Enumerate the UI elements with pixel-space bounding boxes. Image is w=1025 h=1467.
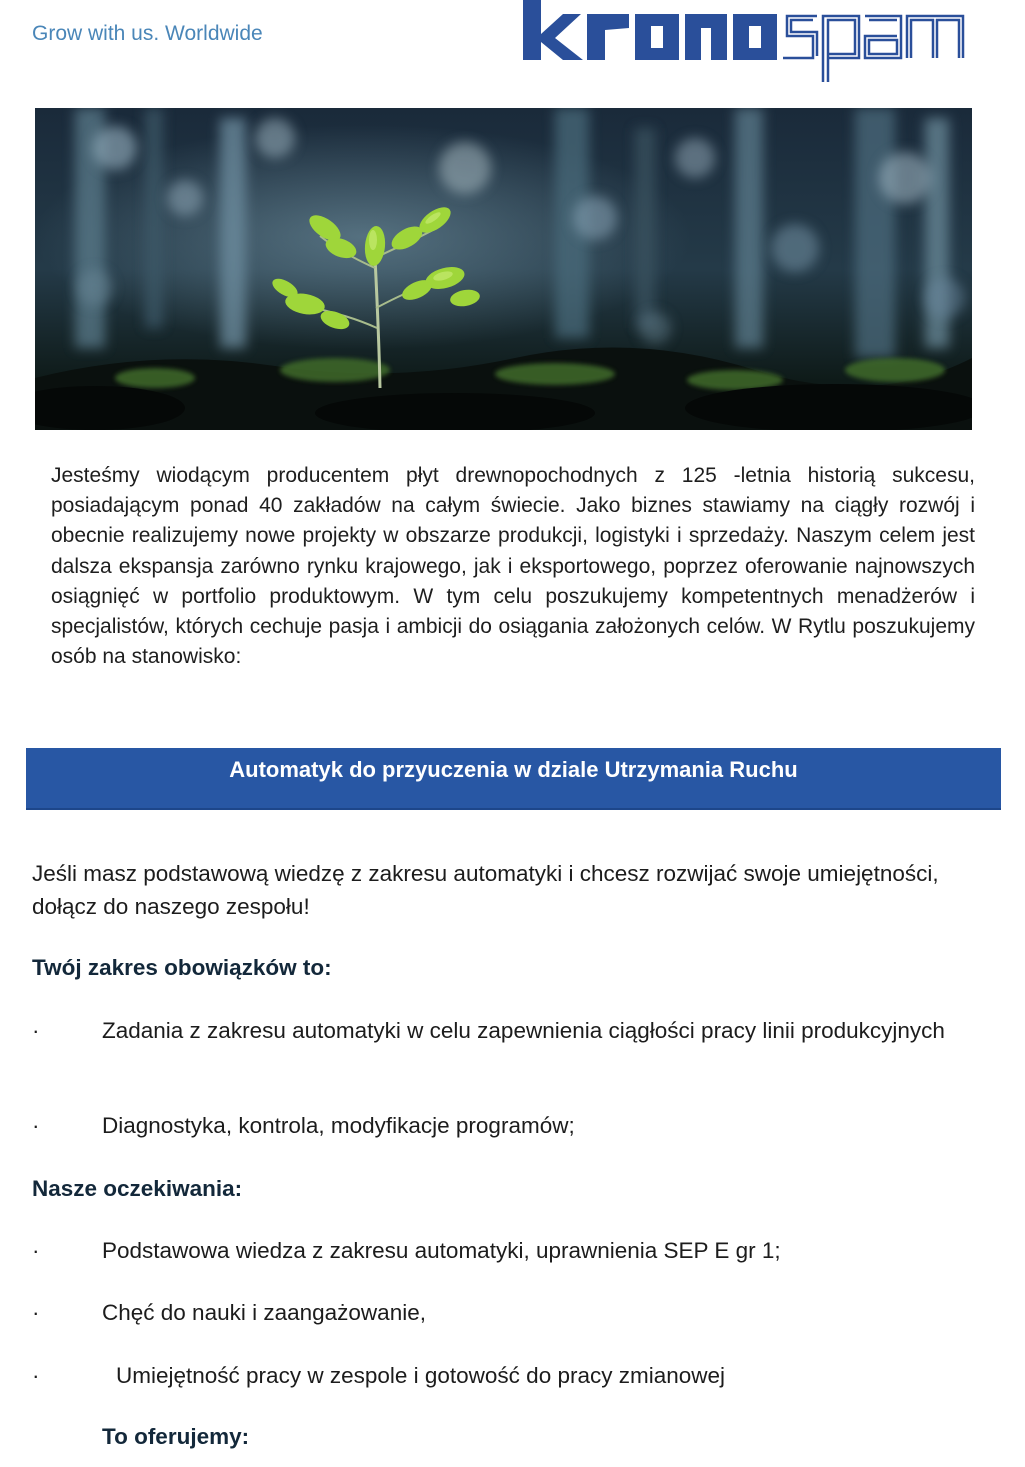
job-lead-paragraph: Jeśli masz podstawową wiedzę z zakresu automatyki i chcesz rozwijać swoje umiejętności, dołącz do naszego zespołu!	[32, 861, 939, 919]
bullet-icon: ·	[32, 1300, 40, 1325]
bullet-icon: ·	[32, 1113, 40, 1138]
bullet-icon: ·	[32, 1363, 40, 1388]
expectation-item	[32, 1234, 982, 1267]
duty-item-text: Zadania z zakresu automatyki w celu zapewnienia ciągłości pracy linii produkcyjnych	[102, 1018, 945, 1043]
duty-item-text: Diagnostyka, kontrola, modyfikacje programów;	[102, 1113, 575, 1138]
duty-item	[32, 1014, 982, 1047]
duties-heading: Twój zakres obowiązków to:	[32, 955, 332, 980]
expectation-item	[32, 1296, 982, 1329]
duty-item	[32, 1109, 982, 1142]
job-title: Automatyk do przyuczenia w dziale Utrzymania Ruchu	[229, 757, 798, 782]
expectation-item-text: Umiejętność pracy w zespole i gotowość do pracy zmianowej	[116, 1363, 726, 1388]
expectation-item-text: Chęć do nauki i zaangażowanie,	[102, 1300, 426, 1325]
seedling-forest-image	[35, 108, 972, 430]
bullet-icon: ·	[32, 1018, 40, 1043]
expectation-item-text: Podstawowa wiedza z zakresu automatyki, uprawnienia SEP E gr 1;	[102, 1238, 781, 1263]
bullet-icon: ·	[32, 1238, 40, 1263]
kronospan-logo	[521, 0, 966, 84]
company-intro-paragraph: Jesteśmy wiodącym producentem płyt drewnopochodnych z 125 -letnia historią sukcesu, posiadającym ponad 40 zakładów na całym świecie. Jako biznes stawiamy na ciągły rozwój i obecnie realizujemy nowe projekty w obszarze produkcji, logistyki i sprzedaży. Naszym celem jest dalsza ekspansja zarówno rynku krajowego, jak i eksportowego, poprzez oferowanie najnowszych osiągnięć w portfolio produktowym. W tym celu poszukujemy kompetentnych menadżerów i specjalistów, których cechuje pasja i ambicji do osiągania założonych celów. W Rytlu poszukujemy osób na stanowisko:	[51, 464, 975, 669]
job-title-banner	[26, 748, 1001, 810]
offer-heading: To oferujemy:	[102, 1424, 250, 1449]
header-tagline: Grow with us. Worldwide	[32, 22, 263, 45]
expectation-item	[32, 1359, 982, 1392]
expectations-heading: Nasze oczekiwania:	[32, 1176, 243, 1201]
